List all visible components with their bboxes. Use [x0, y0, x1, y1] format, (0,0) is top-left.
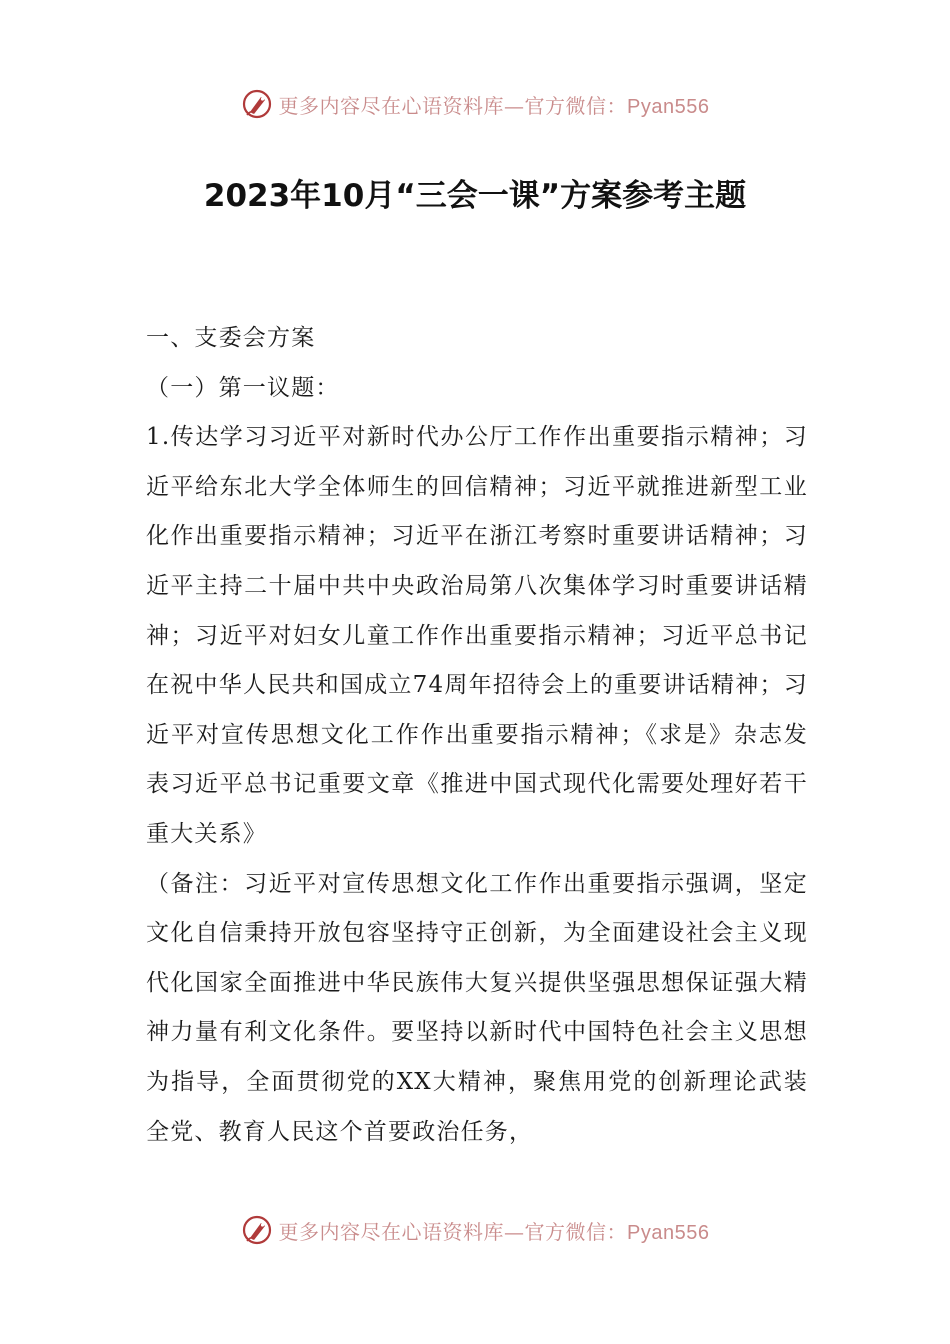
watermark-text: 更多内容尽在心语资料库—官方微信：Pyan556 [278, 1219, 710, 1244]
watermark-text: 更多内容尽在心语资料库—官方微信：Pyan556 [278, 93, 710, 118]
sub-heading: （一）第一议题： [146, 374, 340, 401]
document-title: 2023年10月“三会一课”方案参考主题 [203, 178, 747, 214]
pen-nib-logo-icon [241, 1214, 273, 1246]
document-body [146, 314, 808, 1157]
body-paragraph: （备注：习近平对宣传思想文化工作作出重要指示强调，坚定文化自信秉持开放包容坚持守正创新，为全面建设社会主义现代化国家全面推进中华民族伟大复兴提供坚强思想保证强大精神力量有利文化条件。要坚持以新时代中国特色社会主义思想为指导，全面贯彻党的XX大精神，聚焦用党的创新理论武装全党、教育人民这个首要政治任务， [146, 870, 808, 1145]
footer-watermark [0, 1210, 950, 1250]
header-watermark [0, 84, 950, 124]
body-paragraph: 1.传达学习习近平对新时代办公厅工作作出重要指示精神；习近平给东北大学全体师生的回信精神；习近平就推进新型工业化作出重要指示精神；习近平在浙江考察时重要讲话精神；习近平主持二十届中共中央政治局第八次集体学习时重要讲话精神；习近平对妇女儿童工作作出重要指示精神；习近平总书记在祝中华人民共和国成立74周年招待会上的重要讲话精神；习近平对宣传思想文化工作作出重要指示精神；《求是》杂志发表习近平总书记重要文章《推进中国式现代化需要处理好若干重大关系》 [146, 424, 808, 847]
pen-nib-logo-icon [241, 88, 273, 120]
section-heading: 一、支委会方案 [146, 325, 316, 351]
